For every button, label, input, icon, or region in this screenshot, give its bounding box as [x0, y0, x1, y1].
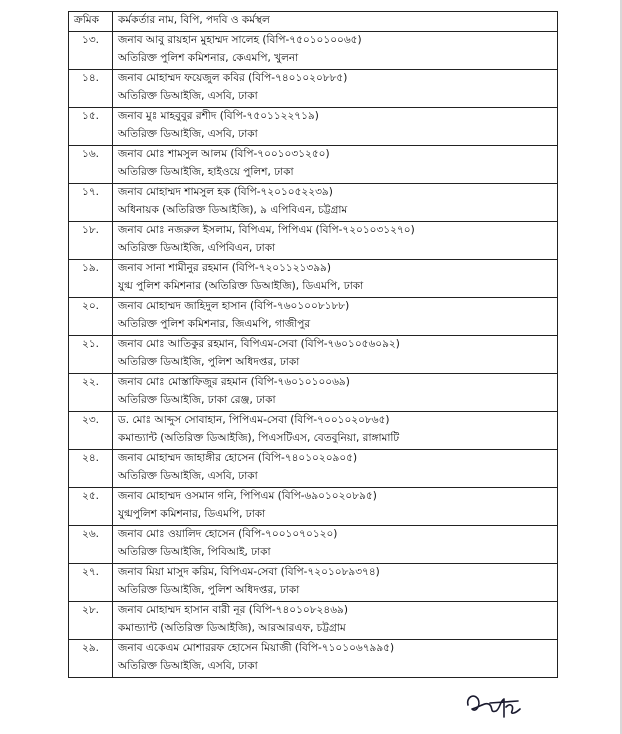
officer-name: জনাব মুঃ মাহবুবুর রশীদ (বিপি-৭৫০১১২২৭১৯) [118, 110, 319, 122]
officer-details [113, 488, 558, 526]
officer-details [113, 336, 558, 374]
officer-name: জনাব মোহাম্মদ ওসমান গনি, পিপিএম (বিপি-৬৯০১০২০৮৯৫) [118, 490, 377, 502]
officer-list-table [68, 11, 558, 678]
table-row [69, 222, 558, 260]
officer-name: জনাব মোহাম্মদ হাসান বারী নূর (বিপি-৭৪০১০৮২৪৬৯) [118, 604, 348, 616]
serial-number: ১৫. [69, 108, 113, 146]
table-row [69, 488, 558, 526]
officer-post: অতিরিক্ত ডিআইজি, এসবি, ঢাকা [118, 127, 258, 140]
officer-post: অতিরিক্ত ডিআইজি, এসবি, ঢাকা [118, 89, 258, 102]
officer-name: জনাব মোঃ মোস্তাফিজুর রহমান (বিপি-৭৬০১০১০০৬৯) [118, 376, 350, 388]
details-header: কর্মকর্তার নাম, বিপি, পদবি ও কর্মস্থল [113, 12, 558, 32]
officer-name: জনাব সানা শামীনুর রহমান (বিপি-৭২০১১২১৩৯৯) [118, 262, 331, 274]
officer-details [113, 146, 558, 184]
officer-post: অতিরিক্ত ডিআইজি, এসবি, ঢাকা [118, 469, 258, 482]
officer-name: জনাব একেএম মোশাররফ হোসেন মিয়াজী (বিপি-৭১০১০৬৭৯৯৫) [118, 642, 395, 654]
officer-details [113, 374, 558, 412]
table-row [69, 412, 558, 450]
serial-number: ১৪. [69, 70, 113, 108]
officer-post: যুগ্মপুলিশ কমিশনার, ডিএমপি, ঢাকা [118, 507, 266, 520]
table-header-row [69, 12, 558, 32]
officer-post: অতিরিক্ত ডিআইজি, পিবিআই, ঢাকা [118, 545, 271, 558]
officer-name: জনাব মোহাম্মদ জাহিদুল হাসান (বিপি-৭৬০১০০৮১৮৮) [118, 300, 350, 312]
table-body [69, 32, 558, 678]
officer-details [113, 412, 558, 450]
officer-name: ড. মোঃ আব্দুস সোবাহান, পিপিএম-সেবা (বিপি-৭০০১০২০৮৬৫) [118, 414, 390, 426]
serial-number: ২১. [69, 336, 113, 374]
table-row [69, 640, 558, 678]
officer-name: জনাব মিয়া মাসুদ করিম, বিপিএম-সেবা (বিপি-৭২০১০৮৯৩৭৪) [118, 566, 380, 578]
officer-details [113, 564, 558, 602]
officer-post: অতিরিক্ত ডিআইজি, হাইওয়ে পুলিশ, ঢাকা [118, 165, 294, 178]
table-row [69, 564, 558, 602]
serial-number: ১৬. [69, 146, 113, 184]
serial-number: ২৩. [69, 412, 113, 450]
officer-post: অতিরিক্ত ডিআইজি, পুলিশ অধিদপ্তর, ঢাকা [118, 355, 300, 368]
officer-post: অতিরিক্ত ডিআইজি, এপিবিএন, ঢাকা [118, 241, 276, 254]
officer-post: অধিনায়ক (অতিরিক্ত ডিআইজি), ৯ এপিবিএন, চট্টগ্রাম [118, 203, 348, 216]
officer-post: অতিরিক্ত ডিআইজি, এসবি, ঢাকা [118, 659, 258, 672]
table-row [69, 260, 558, 298]
table-row [69, 32, 558, 70]
serial-number: ২৭. [69, 564, 113, 602]
table-row [69, 336, 558, 374]
officer-details [113, 184, 558, 222]
serial-number: ২৮. [69, 602, 113, 640]
serial-number: ২২. [69, 374, 113, 412]
officer-details [113, 70, 558, 108]
serial-number: ২০. [69, 298, 113, 336]
serial-number: ১৮. [69, 222, 113, 260]
officer-name: জনাব মোঃ আতিকুর রহমান, বিপিএম-সেবা (বিপি-৭৬০১০৫৬০৯২) [118, 338, 400, 350]
officer-post: অতিরিক্ত পুলিশ কমিশনার, কেএমপি, খুলনা [118, 51, 299, 64]
serial-header: ক্রমিক [69, 12, 113, 32]
officer-post: অতিরিক্ত ডিআইজি, পুলিশ অধিদপ্তর, ঢাকা [118, 583, 300, 596]
officer-name: জনাব মোহাম্মদ ফয়েজুল কবির (বিপি-৭৪০১০২০৮৮৫) [118, 72, 348, 84]
officer-post: অতিরিক্ত পুলিশ কমিশনার, জিএমপি, গাজীপুর [118, 317, 311, 330]
officer-details [113, 298, 558, 336]
officer-details [113, 602, 558, 640]
serial-number: ২৫. [69, 488, 113, 526]
table-row [69, 298, 558, 336]
officer-name: জনাব মোহাম্মদ শামসুল হক (বিপি-৭২০১০৫২২৩৯) [118, 186, 333, 198]
table-row [69, 450, 558, 488]
table-row [69, 602, 558, 640]
officer-name: জনাব মোঃ ওয়ালিদ হোসেন (বিপি-৭০০১০৭০১২০) [118, 528, 338, 540]
table-row [69, 374, 558, 412]
officer-details [113, 526, 558, 564]
officer-post: যুগ্ম পুলিশ কমিশনার (অতিরিক্ত ডিআইজি), ডিএমপি, ঢাকা [118, 279, 364, 292]
officer-details [113, 108, 558, 146]
officer-name: জনাব মোঃ শামসুল আলম (বিপি-৭০০১০৩১২৫০) [118, 148, 330, 160]
serial-number: ১৩. [69, 32, 113, 70]
officer-post: কমান্ড্যান্ট (অতিরিক্ত ডিআইজি), পিএসটিএস, বেতবুনিয়া, রাঙ্গামাটি [118, 431, 400, 444]
table-row [69, 184, 558, 222]
officer-name: জনাব মোঃ নজরুল ইসলাম, বিপিএম, পিপিএম (বিপি-৭২০১০৩১২৭০) [118, 224, 415, 236]
officer-post: অতিরিক্ত ডিআইজি, ঢাকা রেঞ্জ, ঢাকা [118, 393, 276, 406]
serial-number: ২৪. [69, 450, 113, 488]
officer-details [113, 260, 558, 298]
officer-name: জনাব মোহাম্মদ জাহাঙ্গীর হোসেন (বিপি-৭৪০১০২০৯০৫) [118, 452, 358, 464]
officer-details [113, 450, 558, 488]
signature [460, 683, 530, 723]
officer-post: কমান্ড্যান্ট (অতিরিক্ত ডিআইজি), আরআরএফ, চট্টগ্রাম [118, 621, 346, 634]
officer-name: জনাব আবু রায়হান মুহাম্মদ সালেহ (বিপি-৭৫০১০১০০৬৫) [118, 34, 362, 46]
table-row [69, 108, 558, 146]
officer-details [113, 222, 558, 260]
table-row [69, 146, 558, 184]
officer-details [113, 640, 558, 678]
officer-details [113, 32, 558, 70]
table-row [69, 70, 558, 108]
serial-number: ১৯. [69, 260, 113, 298]
serial-number: ২৯. [69, 640, 113, 678]
serial-number: ২৬. [69, 526, 113, 564]
table-row [69, 526, 558, 564]
serial-number: ১৭. [69, 184, 113, 222]
